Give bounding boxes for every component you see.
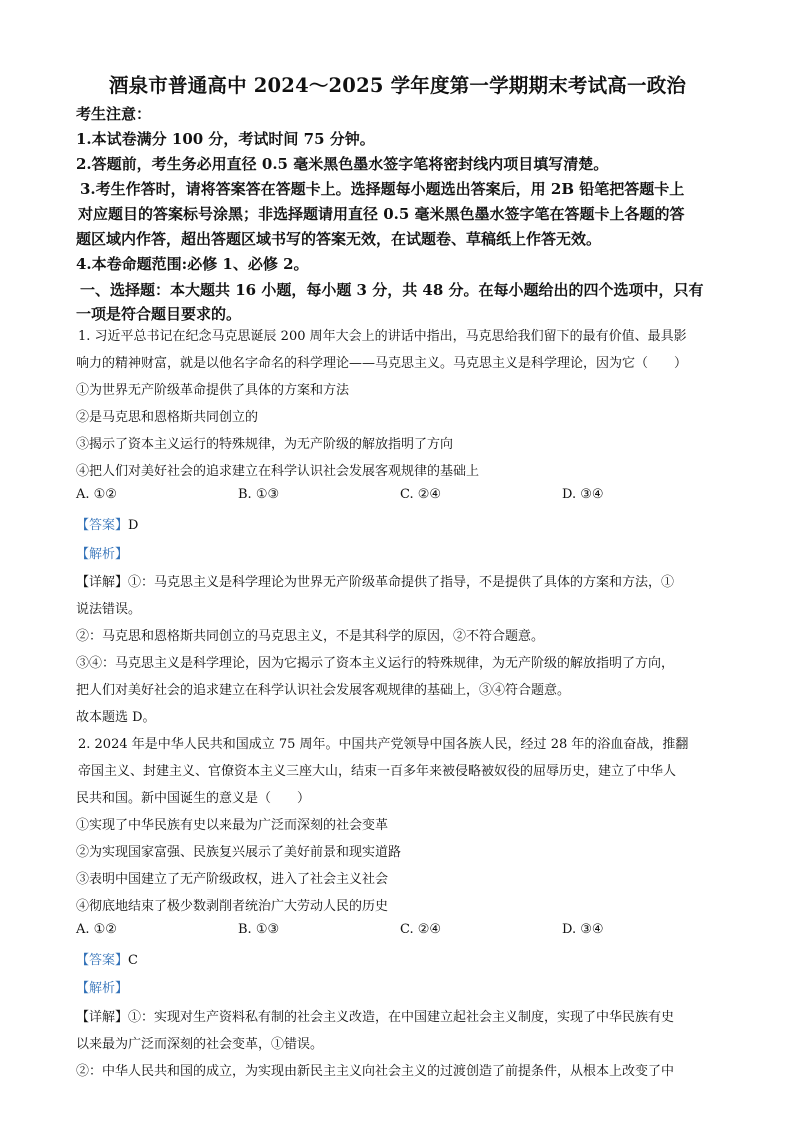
detail-text: ②：马克思和恩格斯共同创立的马克思主义，不是其科学的原因，②不符合题意。 — [76, 629, 545, 644]
detail-text: 以来最为广泛而深刻的社会变革，①错误。 — [76, 1037, 324, 1052]
statement: ③揭示了资本主义运行的特殊规律，为无产阶级的解放指明了方向 — [76, 437, 454, 452]
statement: ③表明中国建立了无产阶级政权，进入了社会主义社会 — [76, 872, 389, 887]
option-c: C. ②④ — [400, 487, 442, 502]
statement: ①为世界无产阶级革命提供了具体的方案和方法 — [76, 383, 350, 398]
option-a: A. ①② — [76, 922, 117, 937]
option-d: D. ③④ — [562, 487, 604, 502]
question-stem: 帝国主义、封建主义、官僚资本主义三座大山，结束一百多年来被侵略被奴役的屈辱历史，建立了中华人 — [78, 764, 677, 779]
answer-label: 【答案】 — [76, 518, 129, 533]
answer-label: 【答案】 — [76, 953, 129, 968]
section-heading: 一、选择题：本大题共 16 小题，每小题 3 分，共 48 分。在每小题给出的四个选项中，只有 — [80, 281, 704, 299]
notice-heading: 考生注意： — [76, 105, 152, 123]
detail-text: ②：中华人民共和国的成立，为实现由新民主主义向社会主义的过渡创造了前提条件，从根本上改变了中 — [76, 1064, 675, 1079]
analysis-label: 【解析】 — [76, 981, 129, 996]
statement: ②是马克思和恩格斯共同创立的 — [76, 410, 259, 425]
option-c: C. ②④ — [400, 922, 442, 937]
answer-value: D — [128, 518, 139, 533]
question-stem: 响力的精神财富，就是以他名字命名的科学理论——马克思主义。马克思主义是科学理论，因为它（ ） — [76, 356, 688, 371]
answer-line — [76, 949, 138, 968]
question-stem: 1. 习近平总书记在纪念马克思诞辰 200 周年大会上的讲话中指出，马克思给我们留下的最有价值、最具影 — [78, 329, 687, 344]
option-b: B. ①③ — [238, 922, 280, 937]
option-b: B. ①③ — [238, 487, 280, 502]
question-stem: 2. 2024 年是中华人民共和国成立 75 周年。中国共产党领导中国各族人民，经过 28 年的浴血奋战，推翻 — [78, 737, 689, 752]
notice-item: 1.本试卷满分 100 分，考试时间 75 分钟。 — [76, 130, 375, 148]
answer-value: C — [128, 953, 138, 968]
analysis-label: 【解析】 — [76, 547, 129, 562]
notice-item: 4.本卷命题范围:必修 1、必修 2。 — [76, 255, 309, 273]
detail-text: 把人们对美好社会的追求建立在科学认识社会发展客观规律的基础上，③④符合题意。 — [76, 683, 571, 698]
detail-text: 说法错误。 — [76, 602, 142, 617]
option-d: D. ③④ — [562, 922, 604, 937]
notice-item: 对应题目的答案标号涂黑；非选择题请用直径 0.5 毫米黑色墨水签字笔在答题卡上各题的答 — [78, 205, 685, 223]
notice-item: 2.答题前，考生务必用直径 0.5 毫米黑色墨水签字笔将密封线内项目填写清楚。 — [76, 155, 609, 173]
section-heading-cont: 一项是符合题目要求的。 — [76, 305, 242, 323]
statement: ①实现了中华民族有史以来最为广泛而深刻的社会变革 — [76, 818, 389, 833]
question-stem: 民共和国。新中国诞生的意义是（ ） — [76, 791, 311, 806]
statement: ④彻底地结束了极少数剥削者统治广大劳动人民的历史 — [76, 899, 389, 914]
statement: ②为实现国家富强、民族复兴展示了美好前景和现实道路 — [76, 845, 402, 860]
detail-text: 故本题选 D。 — [76, 710, 156, 725]
detail-text: 【详解】①：马克思主义是科学理论为世界无产阶级革命提供了指导，不是提供了具体的方案和方法，① — [76, 575, 675, 590]
statement: ④把人们对美好社会的追求建立在科学认识社会发展客观规律的基础上 — [76, 464, 480, 479]
notice-item: 3.考生作答时，请将答案答在答题卡上。选择题每小题选出答案后，用 2B 铅笔把答题卡上 — [80, 180, 685, 198]
exam-title: 酒泉市普通高中 2024～2025 学年度第一学期期末考试高一政治 — [108, 74, 687, 97]
detail-text: ③④：马克思主义是科学理论，因为它揭示了资本主义运行的特殊规律，为无产阶级的解放指明了方向， — [76, 656, 675, 671]
detail-text: 【详解】①：实现对生产资料私有制的社会主义改造，在中国建立起社会主义制度，实现了中华民族有史 — [76, 1010, 675, 1025]
answer-line — [76, 514, 138, 533]
option-a: A. ①② — [76, 487, 117, 502]
notice-item: 题区域内作答，超出答题区域书写的答案无效，在试题卷、草稿纸上作答无效。 — [76, 230, 602, 248]
